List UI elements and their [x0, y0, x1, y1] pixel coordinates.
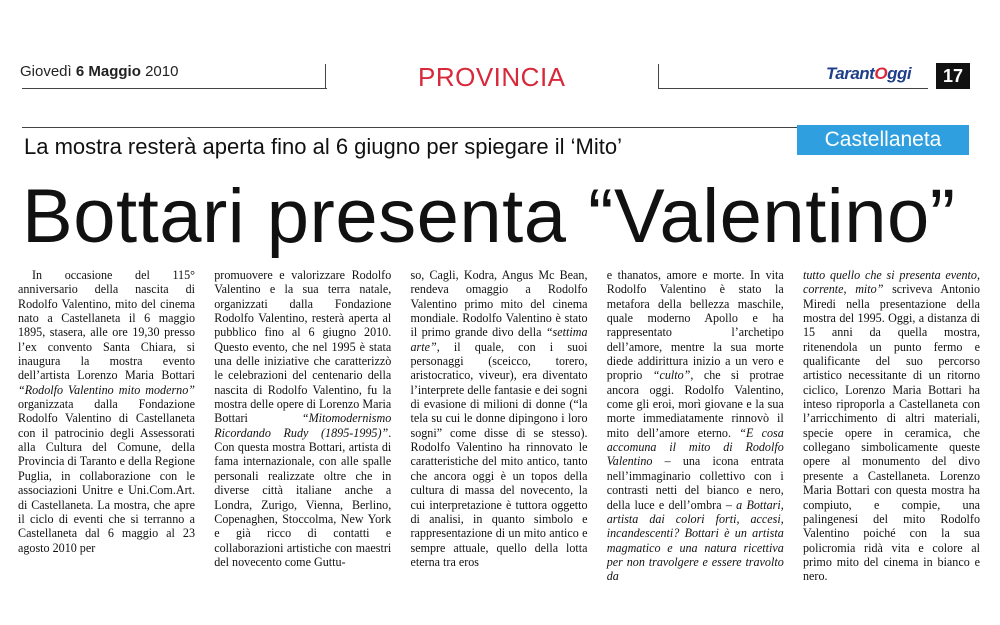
header-rule-right [658, 88, 928, 89]
kicker-rule [22, 127, 797, 128]
article-body [18, 268, 980, 618]
header-rule-left [22, 88, 327, 89]
page-header [0, 0, 1000, 110]
article-column-2: promuovere e valorizzare Rodolfo Valentino e la sua terra natale, organizzati dalla Fondazione Rodolfo Valentino, resterà aperta al pubblico fino al 6 giugno 2010. Questo evento, che nel 1995 è stata una delle iniziative che caratterizzò le celebrazioni del centenario della nascita di Rodolfo Valentino, fu la mostra delle opere di Lorenzo Maria Bottari “Mitomodernismo Ricordando Rudy (1895-1995)”. Con questa mostra Bottari, artista di fama internazionale, con alle spalle personali realizzate oltre che in diverse città italiane anche a Londra, Zurigo, Vienna, Berlino, Copenaghen, Stoccolma, New York e già ricco di contatti e collaborazioni artistiche con maestri del novecento come Guttu- [214, 268, 392, 569]
issue-date [20, 63, 178, 80]
page-number: 17 [936, 63, 970, 89]
article-column-1: In occasione del 115° anniversario della nascita di Rodolfo Valentino, mito del cinema nato a Castellaneta il 6 maggio 1895, stasera, alle ore 19,30 presso l’ex convento Santa Chiara, si inaugura la mostra evento dell’artista Lorenzo Maria Bottari “Rodolfo Valentino mito moderno” organizzata dalla Fondazione Rodolfo Valentino di Castellaneta con il patrocinio degli Assessorati alla Cultura del Comune, della Provincia di Taranto e della Regione Puglia, in collaborazione con le associazioni Unitre e Uni.Com.Art. di Castellaneta. La mostra, che apre il ciclo di eventi che si terranno a Castellaneta dal 6 maggio al 23 agosto 2010 per [18, 268, 195, 555]
newspaper-logo: TarantOggi [826, 64, 912, 83]
date-day: 6 Maggio [75, 63, 141, 80]
date-year: 2010 [145, 63, 179, 80]
article-headline: Bottari presenta “Valentino” [22, 174, 956, 259]
section-title: PROVINCIA [418, 62, 566, 92]
location-tag: Castellaneta [797, 125, 969, 155]
article-column-4: e thanatos, amore e morte. In vita Rodolfo Valentino è stato la metafora della bellezza maschile, quale moderno Apollo e ha rappresentato l’archetipo dell’amore, mentre la sua morte diede addirittura inizio a un vero e proprio “culto”, che si protrae ancora oggi. Rodolfo Valentino, come gli eroi, morì giovane e la sua morte immediatamente rinnovò il mito dell’amore eterno. “E cosa accomuna il mito di Rodolfo Valentino – una icona entrata nell’immaginario collettivo con i contrasti netti del bianco e nero, della luce e dell’ombra – a Bottari, artista dai colori forti, accesi, incandescenti? Bottari è un artista magmatico e una natura ricettiva per non travolgere e essere travolto da [606, 268, 784, 584]
article-column-3: so, Cagli, Kodra, Angus Mc Bean, rendeva omaggio a Rodolfo Valentino primo mito del cinema mondiale. Rodolfo Valentino è stato il primo grande divo della “settima arte”, il quale, con i suoi personaggi (sceicco, torero, aristocratico, viveur), era diventato l’interprete delle fantasie e dei sogni di evasione di milioni di donne (“la tela su cui le donne dipingono i loro sogni” come disse di se stesso). Rodolfo Valentino ha rinnovato le caratteristiche del mito antico, tanto che ancora oggi è un topos della cultura di massa del novecento, la cui interpretazione è tuttora oggetto di analisi, in quanto simbolo e rappresentazione di un mito antico e sempre attuale, quello della lotta eterna tra eros [410, 268, 588, 569]
article-column-5: tutto quello che si presenta evento, corrente, mito” scriveva Antonio Miredi nella presentazione della mostra del 1995. Oggi, a distanza di 15 anni da quella mostra, ritenendola un punto fermo e qualificante del suo percorso artistico necessitante di un ritorno ciclico, Lorenzo Maria Bottari ha inteso riproporla a Castellaneta con l’arricchimento di altri materiali, specie opere in ceramica, che collegano simbolicamente queste opere al monumento del divo presente a Castellaneta. Lorenzo Maria Bottari con questa mostra ha compiuto, e compie, una palingenesi del mito Rodolfo Valentino poiché con la sua policromia ridà vita e colore al primo mito del cinema in bianco e nero. [803, 268, 981, 584]
header-rule-tick-right [658, 64, 659, 89]
article-kicker: La mostra resterà aperta fino al 6 giugno per spiegare il ‘Mito’ [24, 134, 622, 159]
header-rule-tick-left [325, 64, 326, 89]
date-weekday: Giovedì [20, 63, 72, 80]
